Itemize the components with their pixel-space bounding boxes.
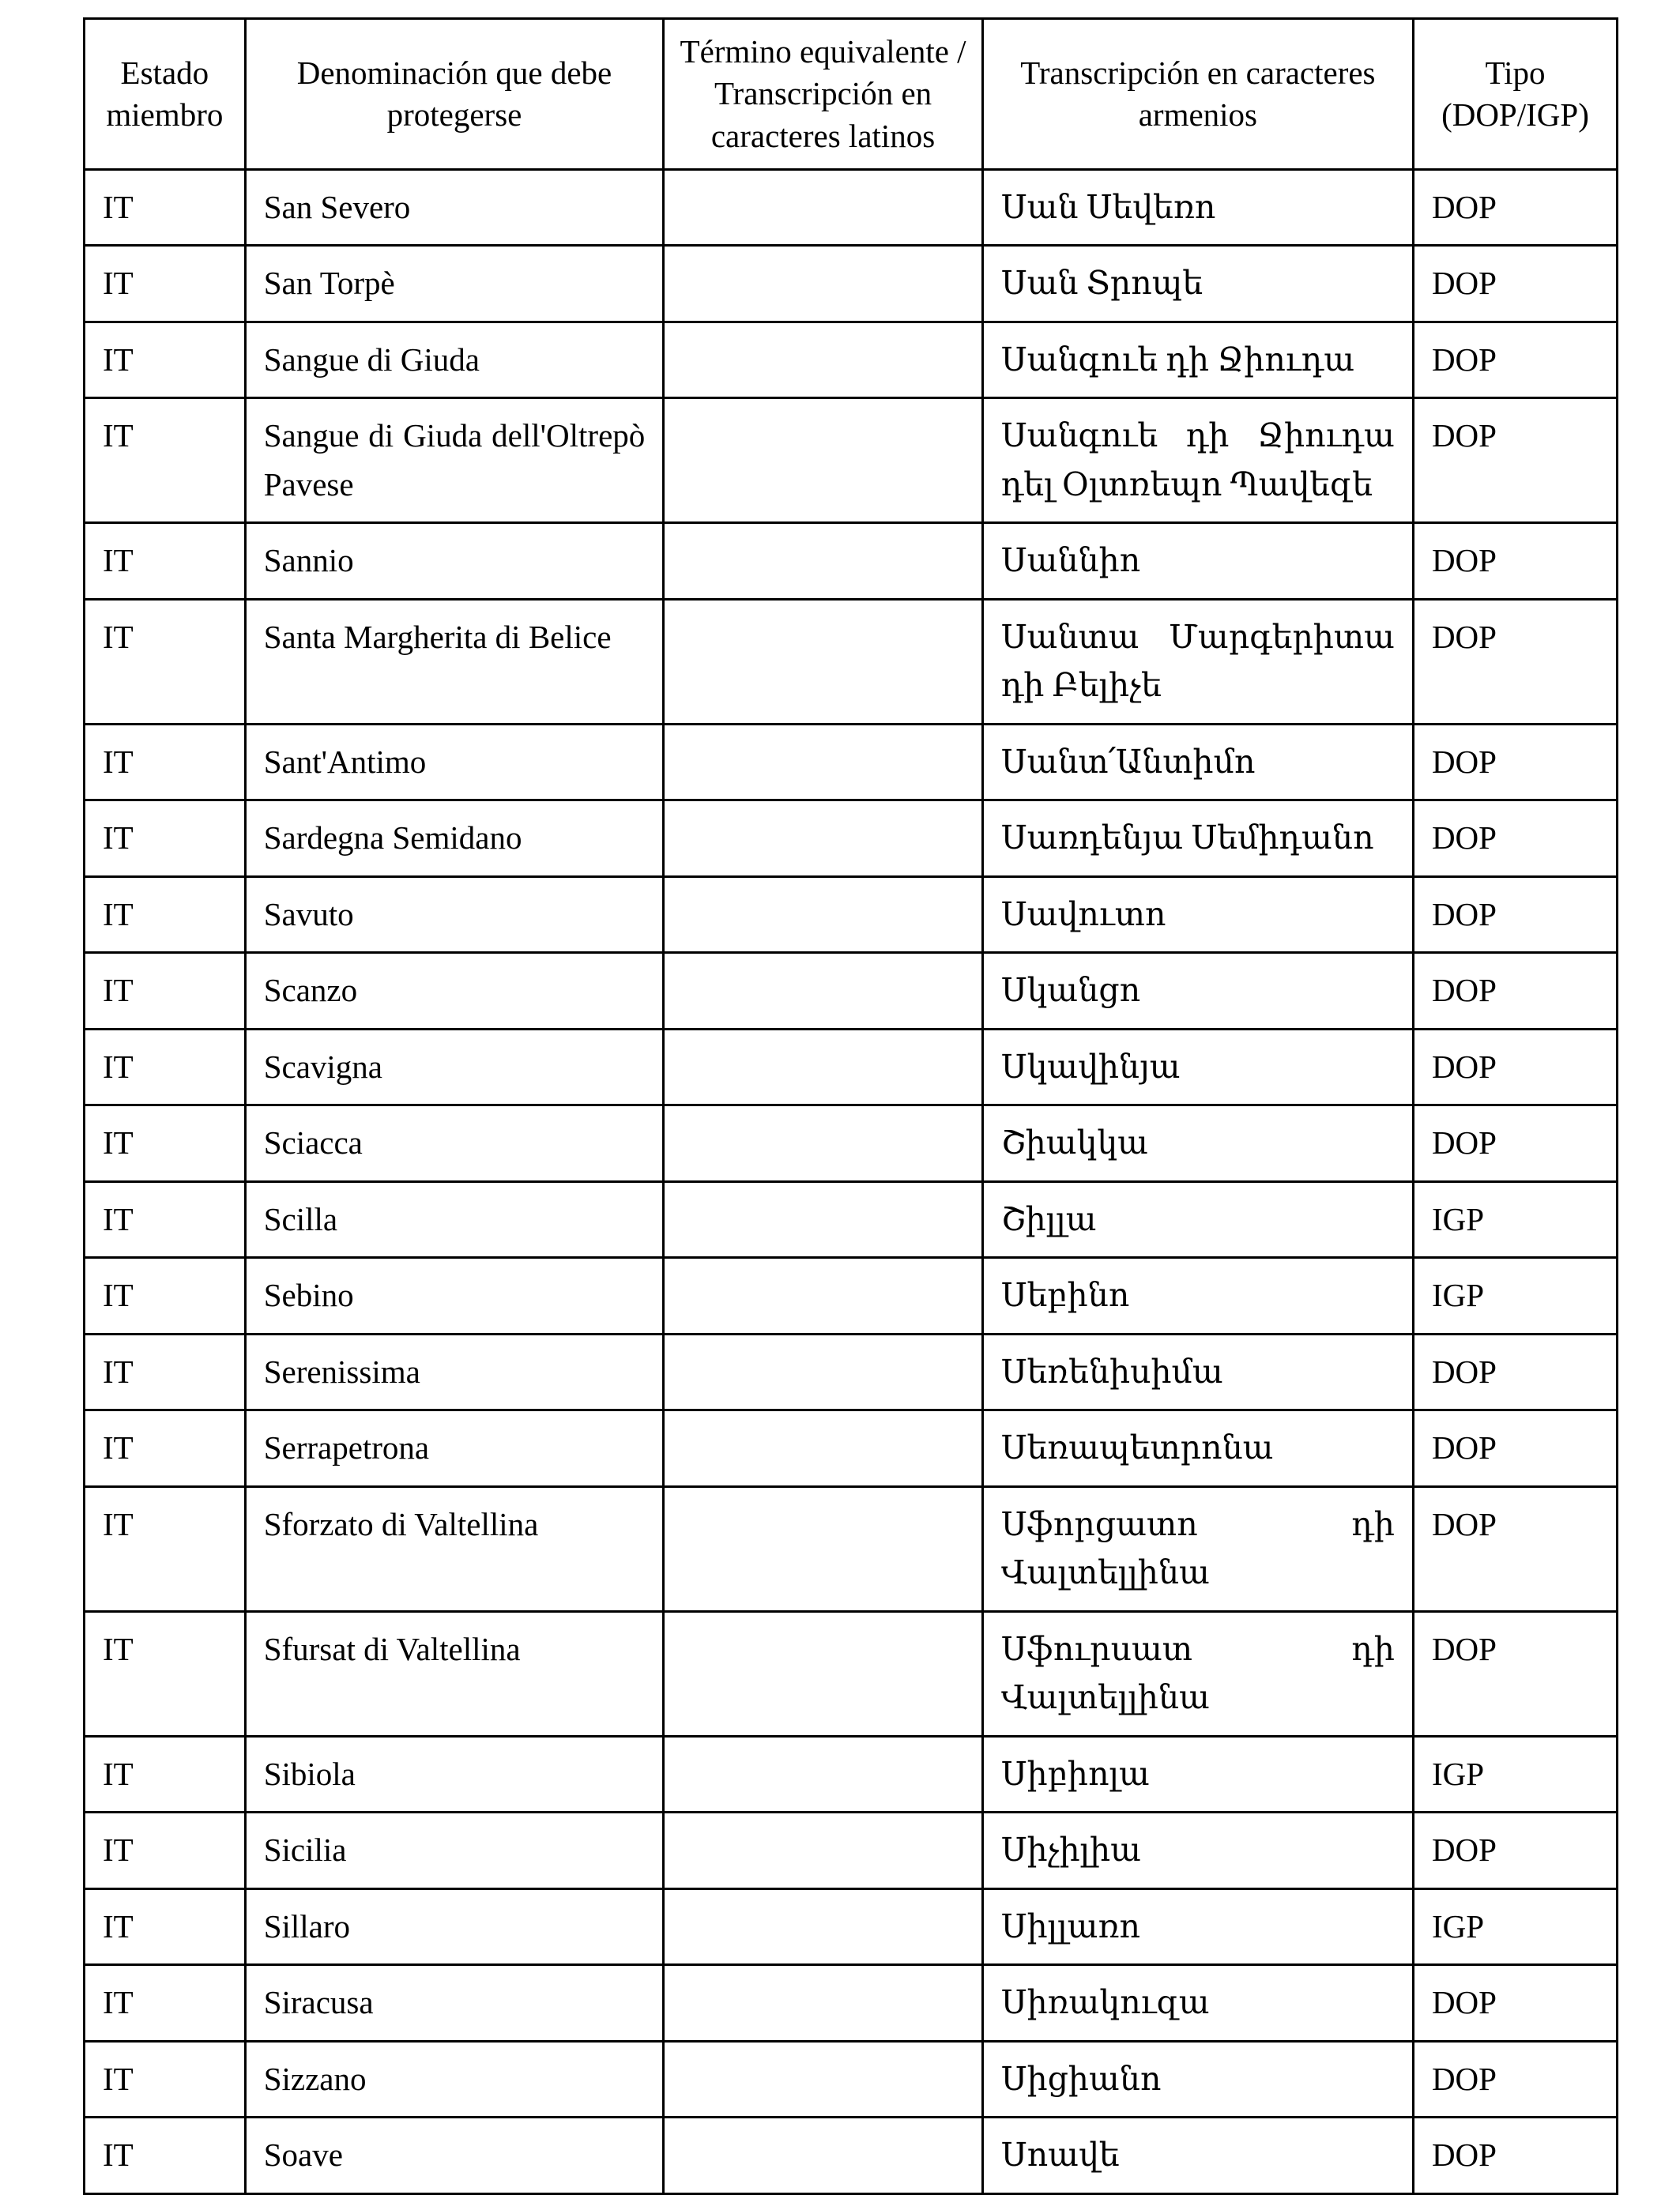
termino-cell — [664, 1965, 983, 2042]
estado-cell: IT — [85, 169, 246, 246]
table-row — [85, 1410, 1618, 1487]
table-body — [85, 169, 1618, 2193]
denominacion-cell: Sangue di Giuda — [245, 322, 664, 398]
tipo-cell: DOP — [1413, 1410, 1617, 1487]
estado-cell: IT — [85, 246, 246, 322]
table-row — [85, 1258, 1618, 1335]
armenio-cell: Սոավե — [982, 2118, 1413, 2194]
armenio-cell: Շիակկա — [982, 1105, 1413, 1182]
termino-cell — [664, 1410, 983, 1487]
estado-cell: IT — [85, 876, 246, 953]
denominacion-cell: Sillaro — [245, 1888, 664, 1965]
tipo-cell: DOP — [1413, 724, 1617, 800]
termino-cell — [664, 953, 983, 1030]
estado-cell: IT — [85, 1888, 246, 1965]
armenio-cell: Սիչիլիա — [982, 1813, 1413, 1889]
denominacion-cell: Sant'Antimo — [245, 724, 664, 800]
denominacion-cell: Scilla — [245, 1181, 664, 1258]
estado-cell: IT — [85, 1410, 246, 1487]
denominacion-cell: Siracusa — [245, 1965, 664, 2042]
tipo-cell: DOP — [1413, 2118, 1617, 2194]
tipo-cell: DOP — [1413, 398, 1617, 523]
table-row — [85, 1965, 1618, 2042]
termino-cell — [664, 876, 983, 953]
denominacion-cell: Sebino — [245, 1258, 664, 1335]
header-denominacion: Denominación que debe protegerse — [245, 19, 664, 170]
table-row — [85, 1736, 1618, 1813]
tipo-cell: IGP — [1413, 1181, 1617, 1258]
armenio-cell: Սան Տրոպե — [982, 246, 1413, 322]
table-row — [85, 724, 1618, 800]
denominacion-cell: San Severo — [245, 169, 664, 246]
armenio-cell: Սիբիոլա — [982, 1736, 1413, 1813]
armenio-cell: Սաննիո — [982, 523, 1413, 600]
tipo-cell: IGP — [1413, 1736, 1617, 1813]
table-row — [85, 1813, 1618, 1889]
table-row — [85, 1611, 1618, 1736]
tipo-cell: DOP — [1413, 2041, 1617, 2118]
estado-cell: IT — [85, 1029, 246, 1105]
armenio-cell: Սեռենիսիմա — [982, 1334, 1413, 1410]
tipo-cell: DOP — [1413, 246, 1617, 322]
table-row — [85, 2041, 1618, 2118]
armenio-cell: Սեռապետրոնա — [982, 1410, 1413, 1487]
tipo-cell: DOP — [1413, 1029, 1617, 1105]
table-row — [85, 246, 1618, 322]
armenio-cell: Սիցիանո — [982, 2041, 1413, 2118]
estado-cell: IT — [85, 1611, 246, 1736]
termino-cell — [664, 724, 983, 800]
denominacion-cell: Sforzato di Valtellina — [245, 1486, 664, 1611]
denominacion-cell: San Torpè — [245, 246, 664, 322]
termino-cell — [664, 246, 983, 322]
termino-cell — [664, 2041, 983, 2118]
tipo-cell: DOP — [1413, 169, 1617, 246]
table-row — [85, 322, 1618, 398]
termino-cell — [664, 1486, 983, 1611]
table-row — [85, 398, 1618, 523]
table-row — [85, 1888, 1618, 1965]
termino-cell — [664, 1029, 983, 1105]
header-transcripcion-armenios: Transcripción en caracteres armenios — [982, 19, 1413, 170]
armenio-cell: Սանգուե դի Ջիուդա — [982, 322, 1413, 398]
denominacion-cell: Savuto — [245, 876, 664, 953]
tipo-cell: DOP — [1413, 1486, 1617, 1611]
armenio-cell: Սկավինյա — [982, 1029, 1413, 1105]
tipo-cell: IGP — [1413, 1258, 1617, 1335]
tipo-cell: IGP — [1413, 1888, 1617, 1965]
table-row — [85, 876, 1618, 953]
termino-cell — [664, 523, 983, 600]
tipo-cell: DOP — [1413, 322, 1617, 398]
tipo-cell: DOP — [1413, 1611, 1617, 1736]
armenio-cell: Սեբինո — [982, 1258, 1413, 1335]
termino-cell — [664, 599, 983, 724]
termino-cell — [664, 2118, 983, 2194]
header-tipo: Tipo (DOP/IGP) — [1413, 19, 1617, 170]
armenio-cell: Սառդենյա Սեմիդանո — [982, 800, 1413, 877]
armenio-cell: Սան Սեվեռո — [982, 169, 1413, 246]
estado-cell: IT — [85, 1334, 246, 1410]
denominacion-cell: Sannio — [245, 523, 664, 600]
termino-cell — [664, 1334, 983, 1410]
armenio-cell: Սիլլառո — [982, 1888, 1413, 1965]
estado-cell: IT — [85, 2118, 246, 2194]
armenio-cell: Սիռակուզա — [982, 1965, 1413, 2042]
table-row — [85, 1334, 1618, 1410]
denominacion-cell: Sibiola — [245, 1736, 664, 1813]
armenio-cell: Սավուտո — [982, 876, 1413, 953]
armenio-cell: Սֆուրսատ դի Վալտելլինա — [982, 1611, 1413, 1736]
denominacion-cell: Sangue di Giuda dell'Oltrepò Pavese — [245, 398, 664, 523]
denominacion-cell: Santa Margherita di Belice — [245, 599, 664, 724]
estado-cell: IT — [85, 2041, 246, 2118]
table-row — [85, 2118, 1618, 2194]
denominacion-cell: Serenissima — [245, 1334, 664, 1410]
wine-designations-table — [83, 17, 1618, 2195]
denominacion-cell: Sciacca — [245, 1105, 664, 1182]
table-row — [85, 1486, 1618, 1611]
table-row — [85, 953, 1618, 1030]
termino-cell — [664, 1105, 983, 1182]
estado-cell: IT — [85, 1736, 246, 1813]
tipo-cell: DOP — [1413, 953, 1617, 1030]
armenio-cell: Սկանցո — [982, 953, 1413, 1030]
armenio-cell: Սֆորցատո դի Վալտելլինա — [982, 1486, 1413, 1611]
termino-cell — [664, 1736, 983, 1813]
estado-cell: IT — [85, 1813, 246, 1889]
header-row — [85, 19, 1618, 170]
tipo-cell: DOP — [1413, 876, 1617, 953]
termino-cell — [664, 1611, 983, 1736]
termino-cell — [664, 322, 983, 398]
estado-cell: IT — [85, 724, 246, 800]
table-row — [85, 523, 1618, 600]
termino-cell — [664, 1181, 983, 1258]
estado-cell: IT — [85, 953, 246, 1030]
table-header — [85, 19, 1618, 170]
estado-cell: IT — [85, 1965, 246, 2042]
header-estado-miembro: Estado miembro — [85, 19, 246, 170]
estado-cell: IT — [85, 599, 246, 724]
tipo-cell: DOP — [1413, 1965, 1617, 2042]
denominacion-cell: Sardegna Semidano — [245, 800, 664, 877]
tipo-cell: DOP — [1413, 1334, 1617, 1410]
header-termino-equivalente: Término equivalente / Transcripción en caracteres latinos — [664, 19, 983, 170]
estado-cell: IT — [85, 1181, 246, 1258]
termino-cell — [664, 398, 983, 523]
termino-cell — [664, 1888, 983, 1965]
denominacion-cell: Scanzo — [245, 953, 664, 1030]
table-row — [85, 800, 1618, 877]
armenio-cell: Շիլլա — [982, 1181, 1413, 1258]
estado-cell: IT — [85, 322, 246, 398]
table-row — [85, 599, 1618, 724]
tipo-cell: DOP — [1413, 599, 1617, 724]
denominacion-cell: Sicilia — [245, 1813, 664, 1889]
termino-cell — [664, 169, 983, 246]
table-row — [85, 1105, 1618, 1182]
estado-cell: IT — [85, 1486, 246, 1611]
termino-cell — [664, 800, 983, 877]
termino-cell — [664, 1258, 983, 1335]
estado-cell: IT — [85, 800, 246, 877]
tipo-cell: DOP — [1413, 1813, 1617, 1889]
denominacion-cell: Scavigna — [245, 1029, 664, 1105]
denominacion-cell: Serrapetrona — [245, 1410, 664, 1487]
tipo-cell: DOP — [1413, 1105, 1617, 1182]
estado-cell: IT — [85, 1258, 246, 1335]
armenio-cell: Սանտ՛Անտիմո — [982, 724, 1413, 800]
table-row — [85, 1029, 1618, 1105]
tipo-cell: DOP — [1413, 523, 1617, 600]
armenio-cell: Սանտա Մարգերիտա դի Բելիչե — [982, 599, 1413, 724]
armenio-cell: Սանգուե դի Ջիուդա դել Օլտռեպո Պավեզե — [982, 398, 1413, 523]
denominacion-cell: Sfursat di Valtellina — [245, 1611, 664, 1736]
denominacion-cell: Soave — [245, 2118, 664, 2194]
table-row — [85, 169, 1618, 246]
tipo-cell: DOP — [1413, 800, 1617, 877]
denominacion-cell: Sizzano — [245, 2041, 664, 2118]
estado-cell: IT — [85, 523, 246, 600]
termino-cell — [664, 1813, 983, 1889]
table-row — [85, 1181, 1618, 1258]
estado-cell: IT — [85, 1105, 246, 1182]
estado-cell: IT — [85, 398, 246, 523]
